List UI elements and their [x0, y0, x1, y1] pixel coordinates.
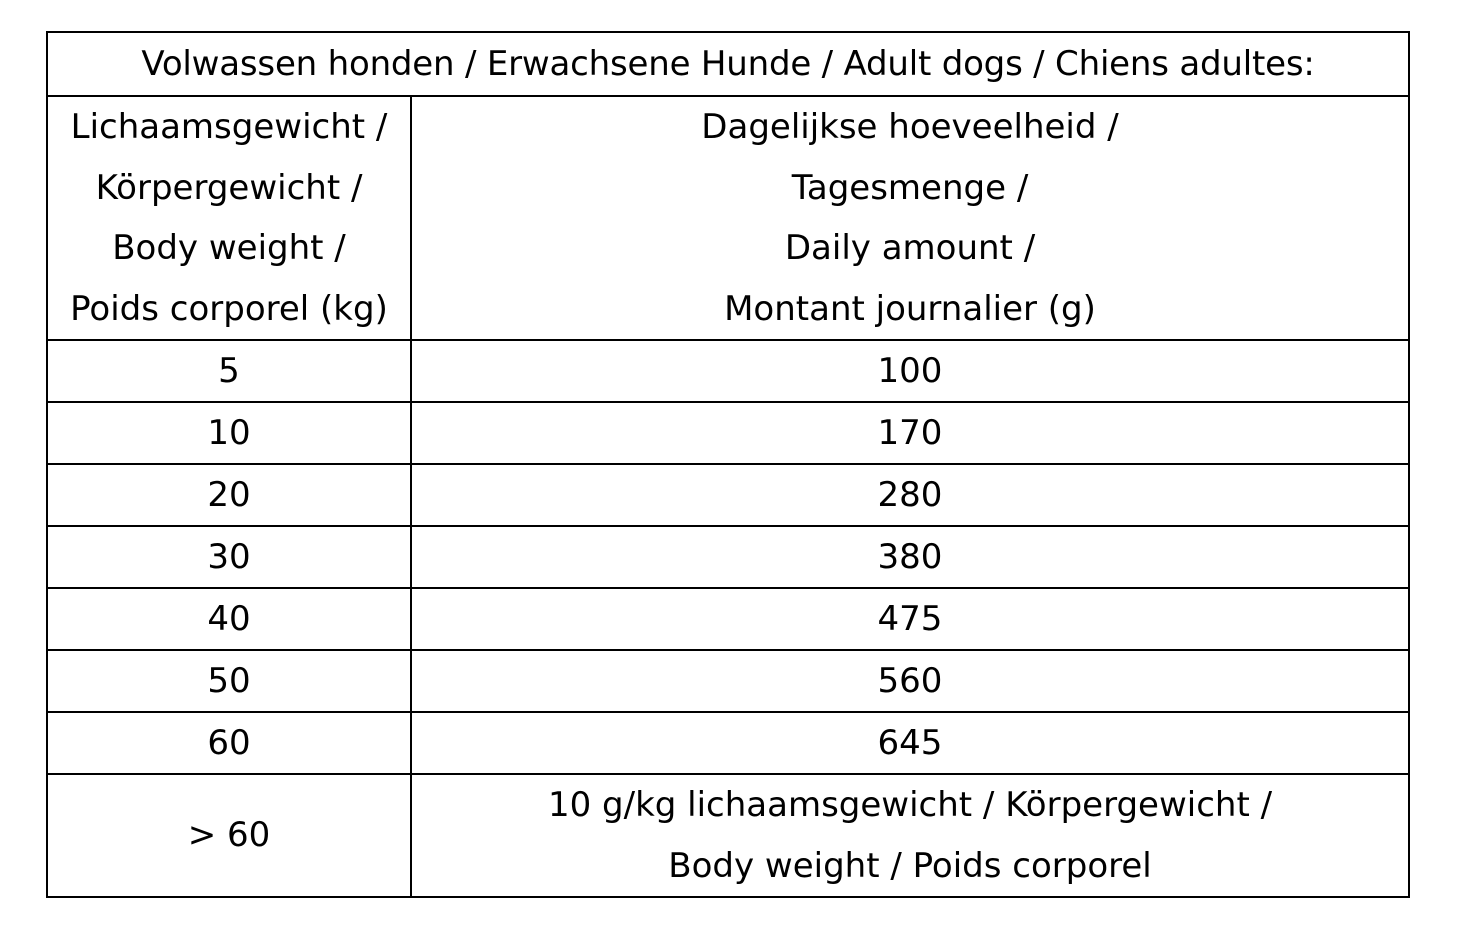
table-row — [47, 526, 1409, 588]
weight-cell: 30 — [47, 526, 411, 588]
weight-cell: 5 — [47, 340, 411, 402]
table-row — [47, 712, 1409, 774]
amount-header-line: Tagesmenge / — [791, 167, 1029, 208]
weight-column-header — [47, 96, 411, 340]
weight-cell: 40 — [47, 588, 411, 650]
amount-header-line: Dagelijkse hoeveelheid / — [701, 107, 1119, 147]
weight-header-line: Body weight / — [112, 228, 346, 268]
table-row — [47, 588, 1409, 650]
weight-header-line: Poids corporel (kg) — [70, 288, 388, 329]
table-title: Volwassen honden / Erwachsene Hunde / Adult dogs / Chiens adultes: — [47, 32, 1409, 96]
weight-header-line: Körpergewicht / — [95, 167, 363, 208]
amount-cell: 380 — [411, 526, 1409, 588]
amount-column-header — [411, 96, 1409, 340]
weight-cell: > 60 — [47, 774, 411, 897]
feeding-table — [46, 31, 1410, 898]
table-row — [47, 464, 1409, 526]
amount-cell — [411, 774, 1409, 897]
amount-cell: 475 — [411, 588, 1409, 650]
amount-header-line: Montant journalier (g) — [724, 288, 1096, 329]
amount-note-line: Body weight / Poids corporel — [668, 845, 1152, 886]
weight-cell: 10 — [47, 402, 411, 464]
amount-cell: 645 — [411, 712, 1409, 774]
table-row — [47, 650, 1409, 712]
amount-cell: 280 — [411, 464, 1409, 526]
table-row — [47, 340, 1409, 402]
amount-cell: 170 — [411, 402, 1409, 464]
table-row — [47, 402, 1409, 464]
table-row-over-60 — [47, 774, 1409, 897]
amount-header-line: Daily amount / — [784, 228, 1036, 268]
title-row — [47, 32, 1409, 96]
weight-header-line: Lichaamsgewicht / — [70, 107, 388, 147]
amount-cell: 100 — [411, 340, 1409, 402]
weight-cell: 50 — [47, 650, 411, 712]
amount-cell: 560 — [411, 650, 1409, 712]
header-row — [47, 96, 1409, 340]
weight-cell: 60 — [47, 712, 411, 774]
weight-cell: 20 — [47, 464, 411, 526]
amount-note-line: 10 g/kg lichaamsgewicht / Körpergewicht / — [547, 785, 1273, 825]
